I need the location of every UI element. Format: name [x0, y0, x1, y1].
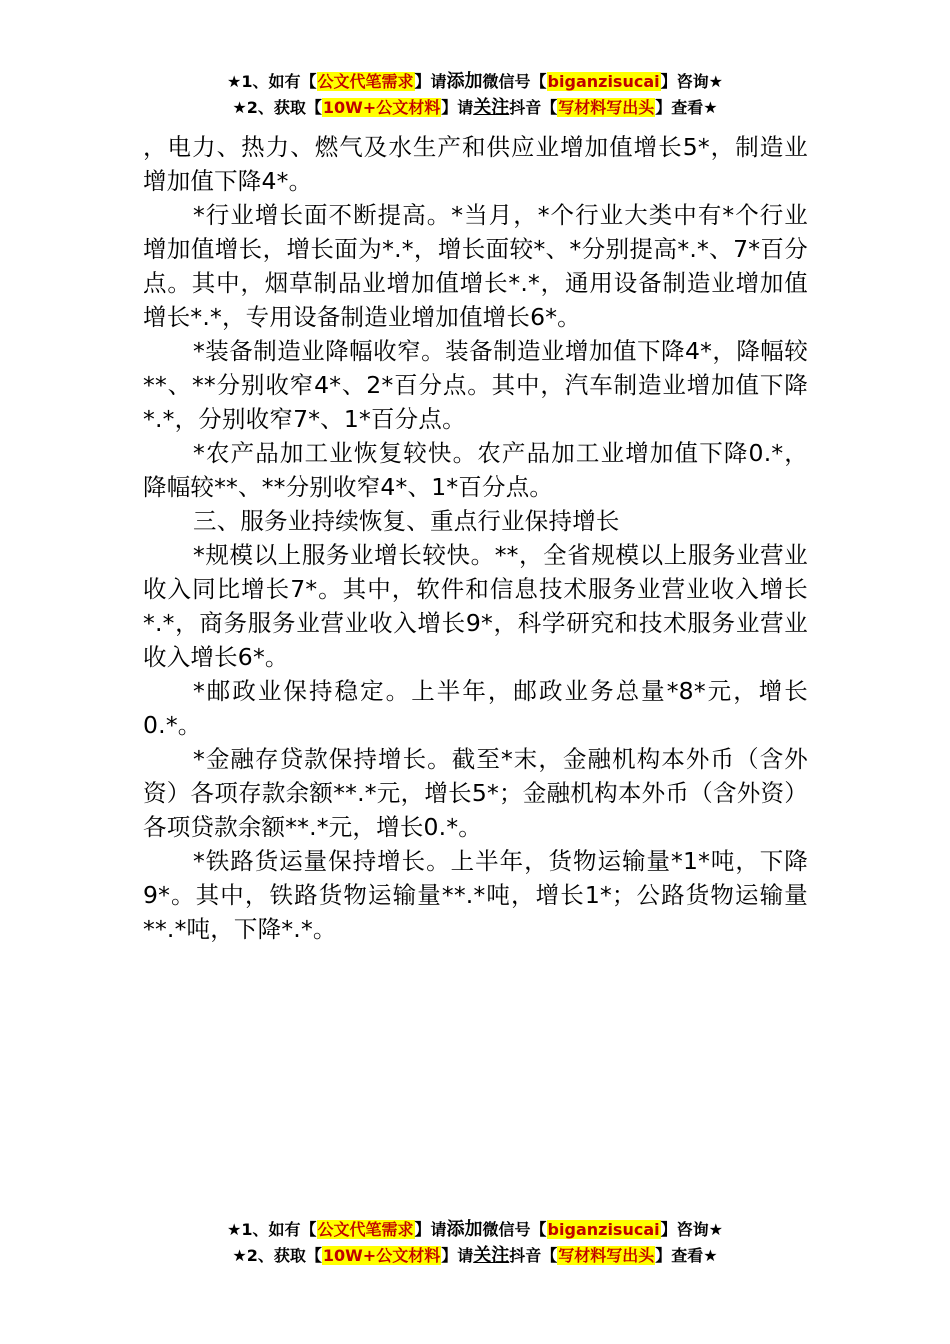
promo-text: ★1、如有【: [227, 72, 317, 91]
promo-highlight: 公文代笔需求: [317, 1220, 414, 1239]
paragraph: *行业增长面不断提高。*当月，*个行业大类中有*个行业增加值增长，增长面为*.*，增长面较*、*分别提高*.*、7*百分点。其中，烟草制品业增加值增长*.*，通用设备制造业增加值增长*.*，专用设备制造业增加值增长6*。: [143, 201, 808, 331]
promo-text: ★1、如有【: [227, 1220, 317, 1239]
promo-text: 】请: [441, 98, 474, 117]
promo-line-1: [0, 1217, 950, 1243]
promo-line-2: [0, 1243, 950, 1269]
paragraph: *装备制造业降幅收窄。装备制造业增加值下降4*，降幅较**、**分别收窄4*、2*百分点。其中，汽车制造业增加值下降*.*，分别收窄7*、1*百分点。: [143, 337, 808, 433]
promo-line-2: [0, 95, 950, 121]
bottom-promo-banner: [0, 1217, 950, 1269]
promo-line-1: [0, 69, 950, 95]
promo-text: 抖音【: [509, 1246, 558, 1265]
promo-highlight: biganzisucai: [547, 72, 660, 91]
paragraph: *农产品加工业恢复较快。农产品加工业增加值下降0.*，降幅较**、**分别收窄4*、1*百分点。: [143, 439, 808, 501]
promo-text: 微信号【: [482, 72, 547, 91]
promo-highlight: 10W+公文材料: [322, 1246, 441, 1265]
promo-highlight: 写材料写出头: [558, 1246, 655, 1265]
promo-text: 】请: [414, 72, 447, 91]
paragraph: *邮政业保持稳定。上半年，邮政业务总量*8*元，增长0.*。: [143, 677, 808, 739]
section-heading: 三、服务业持续恢复、重点行业保持增长: [193, 507, 620, 535]
promo-emphasis: 添加: [446, 1219, 483, 1240]
promo-highlight: 公文代笔需求: [317, 72, 414, 91]
promo-text: 】咨询★: [660, 72, 723, 91]
promo-text: ★2、获取【: [232, 98, 322, 117]
promo-text: ★2、获取【: [232, 1246, 322, 1265]
top-promo-banner: [0, 69, 950, 121]
promo-text: 】查看★: [655, 98, 718, 117]
document-body: [143, 130, 808, 946]
promo-emphasis: 添加: [446, 71, 483, 92]
promo-text: 微信号【: [482, 1220, 547, 1239]
promo-highlight: biganzisucai: [547, 1220, 660, 1239]
promo-emphasis: 关注: [473, 97, 510, 118]
promo-emphasis: 关注: [473, 1245, 510, 1266]
paragraph: *铁路货运量保持增长。上半年，货物运输量*1*吨，下降9*。其中，铁路货物运输量**.*吨，增长1*；公路货物运输量**.*吨，下降*.*。: [143, 847, 808, 943]
promo-text: 】请: [441, 1246, 474, 1265]
promo-text: 】请: [414, 1220, 447, 1239]
paragraph: *规模以上服务业增长较快。**，全省规模以上服务业营业收入同比增长7*。其中，软件和信息技术服务业营业收入增长*.*，商务服务业营业收入增长9*，科学研究和技术服务业营业收入增长6*。: [143, 541, 808, 671]
promo-text: 】查看★: [655, 1246, 718, 1265]
promo-highlight: 写材料写出头: [558, 98, 655, 117]
promo-highlight: 10W+公文材料: [322, 98, 441, 117]
paragraph: ，电力、热力、燃气及水生产和供应业增加值增长5*，制造业增加值下降4*。: [143, 133, 808, 195]
promo-text: 】咨询★: [660, 1220, 723, 1239]
paragraph: *金融存贷款保持增长。截至*末，金融机构本外币（含外资）各项存款余额**.*元，增长5*；金融机构本外币（含外资）各项贷款余额**.*元，增长0.*。: [143, 745, 808, 841]
promo-text: 抖音【: [509, 98, 558, 117]
